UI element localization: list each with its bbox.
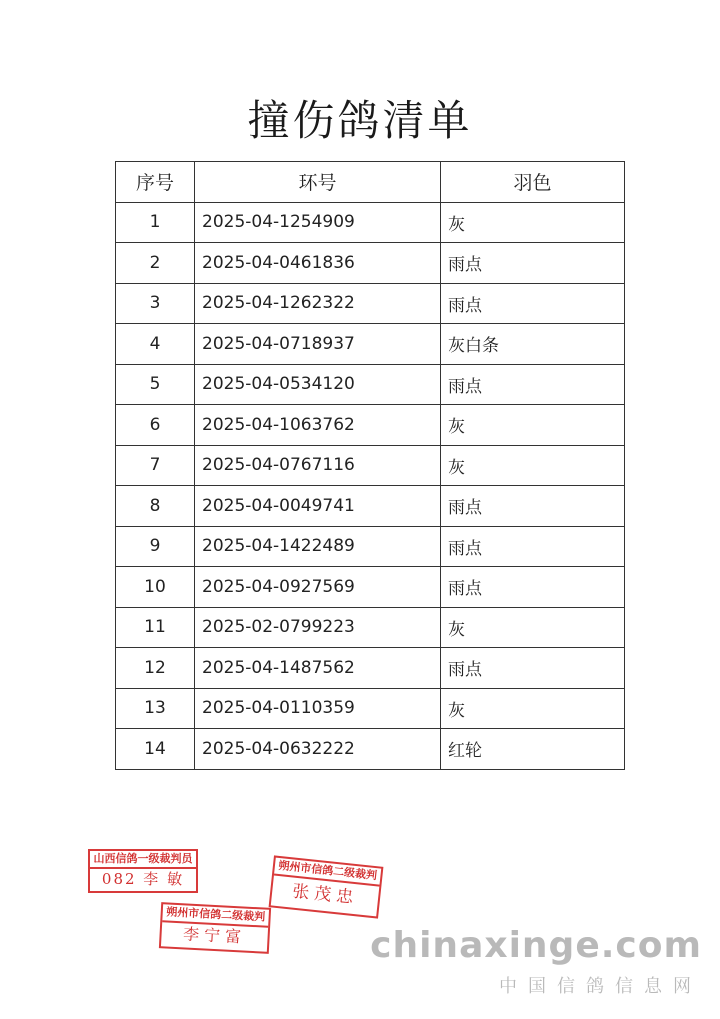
judge-stamp-zhang — [269, 855, 384, 918]
cell-feather-color: 灰 — [441, 688, 625, 729]
table-row — [116, 445, 625, 486]
table-row — [116, 243, 625, 284]
watermark-domain: chinaxinge.com — [370, 925, 702, 966]
table-row — [116, 202, 625, 243]
stamp-organization: 山西信鸽一级裁判员 — [93, 852, 193, 865]
table-header-row — [116, 162, 625, 203]
cell-ring-number: 2025-04-1262322 — [195, 283, 441, 324]
cell-serial-number: 2 — [116, 243, 195, 284]
cell-ring-number: 2025-04-1254909 — [195, 202, 441, 243]
judge-stamp-shanxi — [88, 849, 198, 893]
table-row — [116, 324, 625, 365]
cell-ring-number: 2025-04-1063762 — [195, 405, 441, 446]
cell-feather-color: 雨点 — [441, 283, 625, 324]
table-row — [116, 607, 625, 648]
judge-stamp-li — [159, 902, 271, 954]
cell-serial-number: 7 — [116, 445, 195, 486]
cell-ring-number: 2025-04-0767116 — [195, 445, 441, 486]
table-row — [116, 688, 625, 729]
cell-ring-number: 2025-04-0718937 — [195, 324, 441, 365]
cell-serial-number: 3 — [116, 283, 195, 324]
cell-feather-color: 雨点 — [441, 648, 625, 689]
stamp-organization: 朔州市信鸽二级裁判 — [277, 858, 378, 883]
header-serial-number: 序号 — [116, 162, 195, 203]
cell-ring-number: 2025-04-0110359 — [195, 688, 441, 729]
cell-feather-color: 雨点 — [441, 486, 625, 527]
stamp-name: 李宁富 — [161, 920, 268, 950]
cell-serial-number: 8 — [116, 486, 195, 527]
cell-serial-number: 4 — [116, 324, 195, 365]
cell-serial-number: 12 — [116, 648, 195, 689]
document-title: 撞伤鸽清单 — [247, 96, 473, 145]
table-row — [116, 486, 625, 527]
table-row — [116, 405, 625, 446]
injured-pigeon-table — [115, 161, 625, 770]
table-row — [116, 567, 625, 608]
cell-feather-color: 雨点 — [441, 364, 625, 405]
cell-ring-number: 2025-04-1422489 — [195, 526, 441, 567]
table-row — [116, 729, 625, 770]
cell-feather-color: 灰 — [441, 202, 625, 243]
cell-feather-color: 雨点 — [441, 567, 625, 608]
stamp-name: 张茂忠 — [271, 874, 380, 915]
cell-feather-color: 灰 — [441, 405, 625, 446]
cell-ring-number: 2025-04-1487562 — [195, 648, 441, 689]
cell-ring-number: 2025-04-0461836 — [195, 243, 441, 284]
cell-serial-number: 9 — [116, 526, 195, 567]
cell-ring-number: 2025-04-0049741 — [195, 486, 441, 527]
cell-serial-number: 11 — [116, 607, 195, 648]
watermark-site-name: 中国信鸽信息网 — [499, 976, 702, 997]
cell-ring-number: 2025-04-0534120 — [195, 364, 441, 405]
table-row — [116, 283, 625, 324]
cell-serial-number: 1 — [116, 202, 195, 243]
cell-feather-color: 雨点 — [441, 526, 625, 567]
cell-feather-color: 灰白条 — [441, 324, 625, 365]
stamp-organization: 朔州市信鸽二级裁判 — [165, 905, 266, 924]
cell-ring-number: 2025-02-0799223 — [195, 607, 441, 648]
cell-feather-color: 灰 — [441, 607, 625, 648]
cell-serial-number: 10 — [116, 567, 195, 608]
cell-serial-number: 6 — [116, 405, 195, 446]
cell-feather-color: 灰 — [441, 445, 625, 486]
stamp-name: 082 李 敏 — [90, 867, 196, 889]
site-watermark — [370, 925, 702, 998]
cell-serial-number: 13 — [116, 688, 195, 729]
table-row — [116, 526, 625, 567]
cell-ring-number: 2025-04-0927569 — [195, 567, 441, 608]
cell-feather-color: 红轮 — [441, 729, 625, 770]
cell-feather-color: 雨点 — [441, 243, 625, 284]
table-row — [116, 648, 625, 689]
cell-ring-number: 2025-04-0632222 — [195, 729, 441, 770]
cell-serial-number: 5 — [116, 364, 195, 405]
header-ring-number: 环号 — [195, 162, 441, 203]
table-row — [116, 364, 625, 405]
header-feather-color: 羽色 — [441, 162, 625, 203]
cell-serial-number: 14 — [116, 729, 195, 770]
